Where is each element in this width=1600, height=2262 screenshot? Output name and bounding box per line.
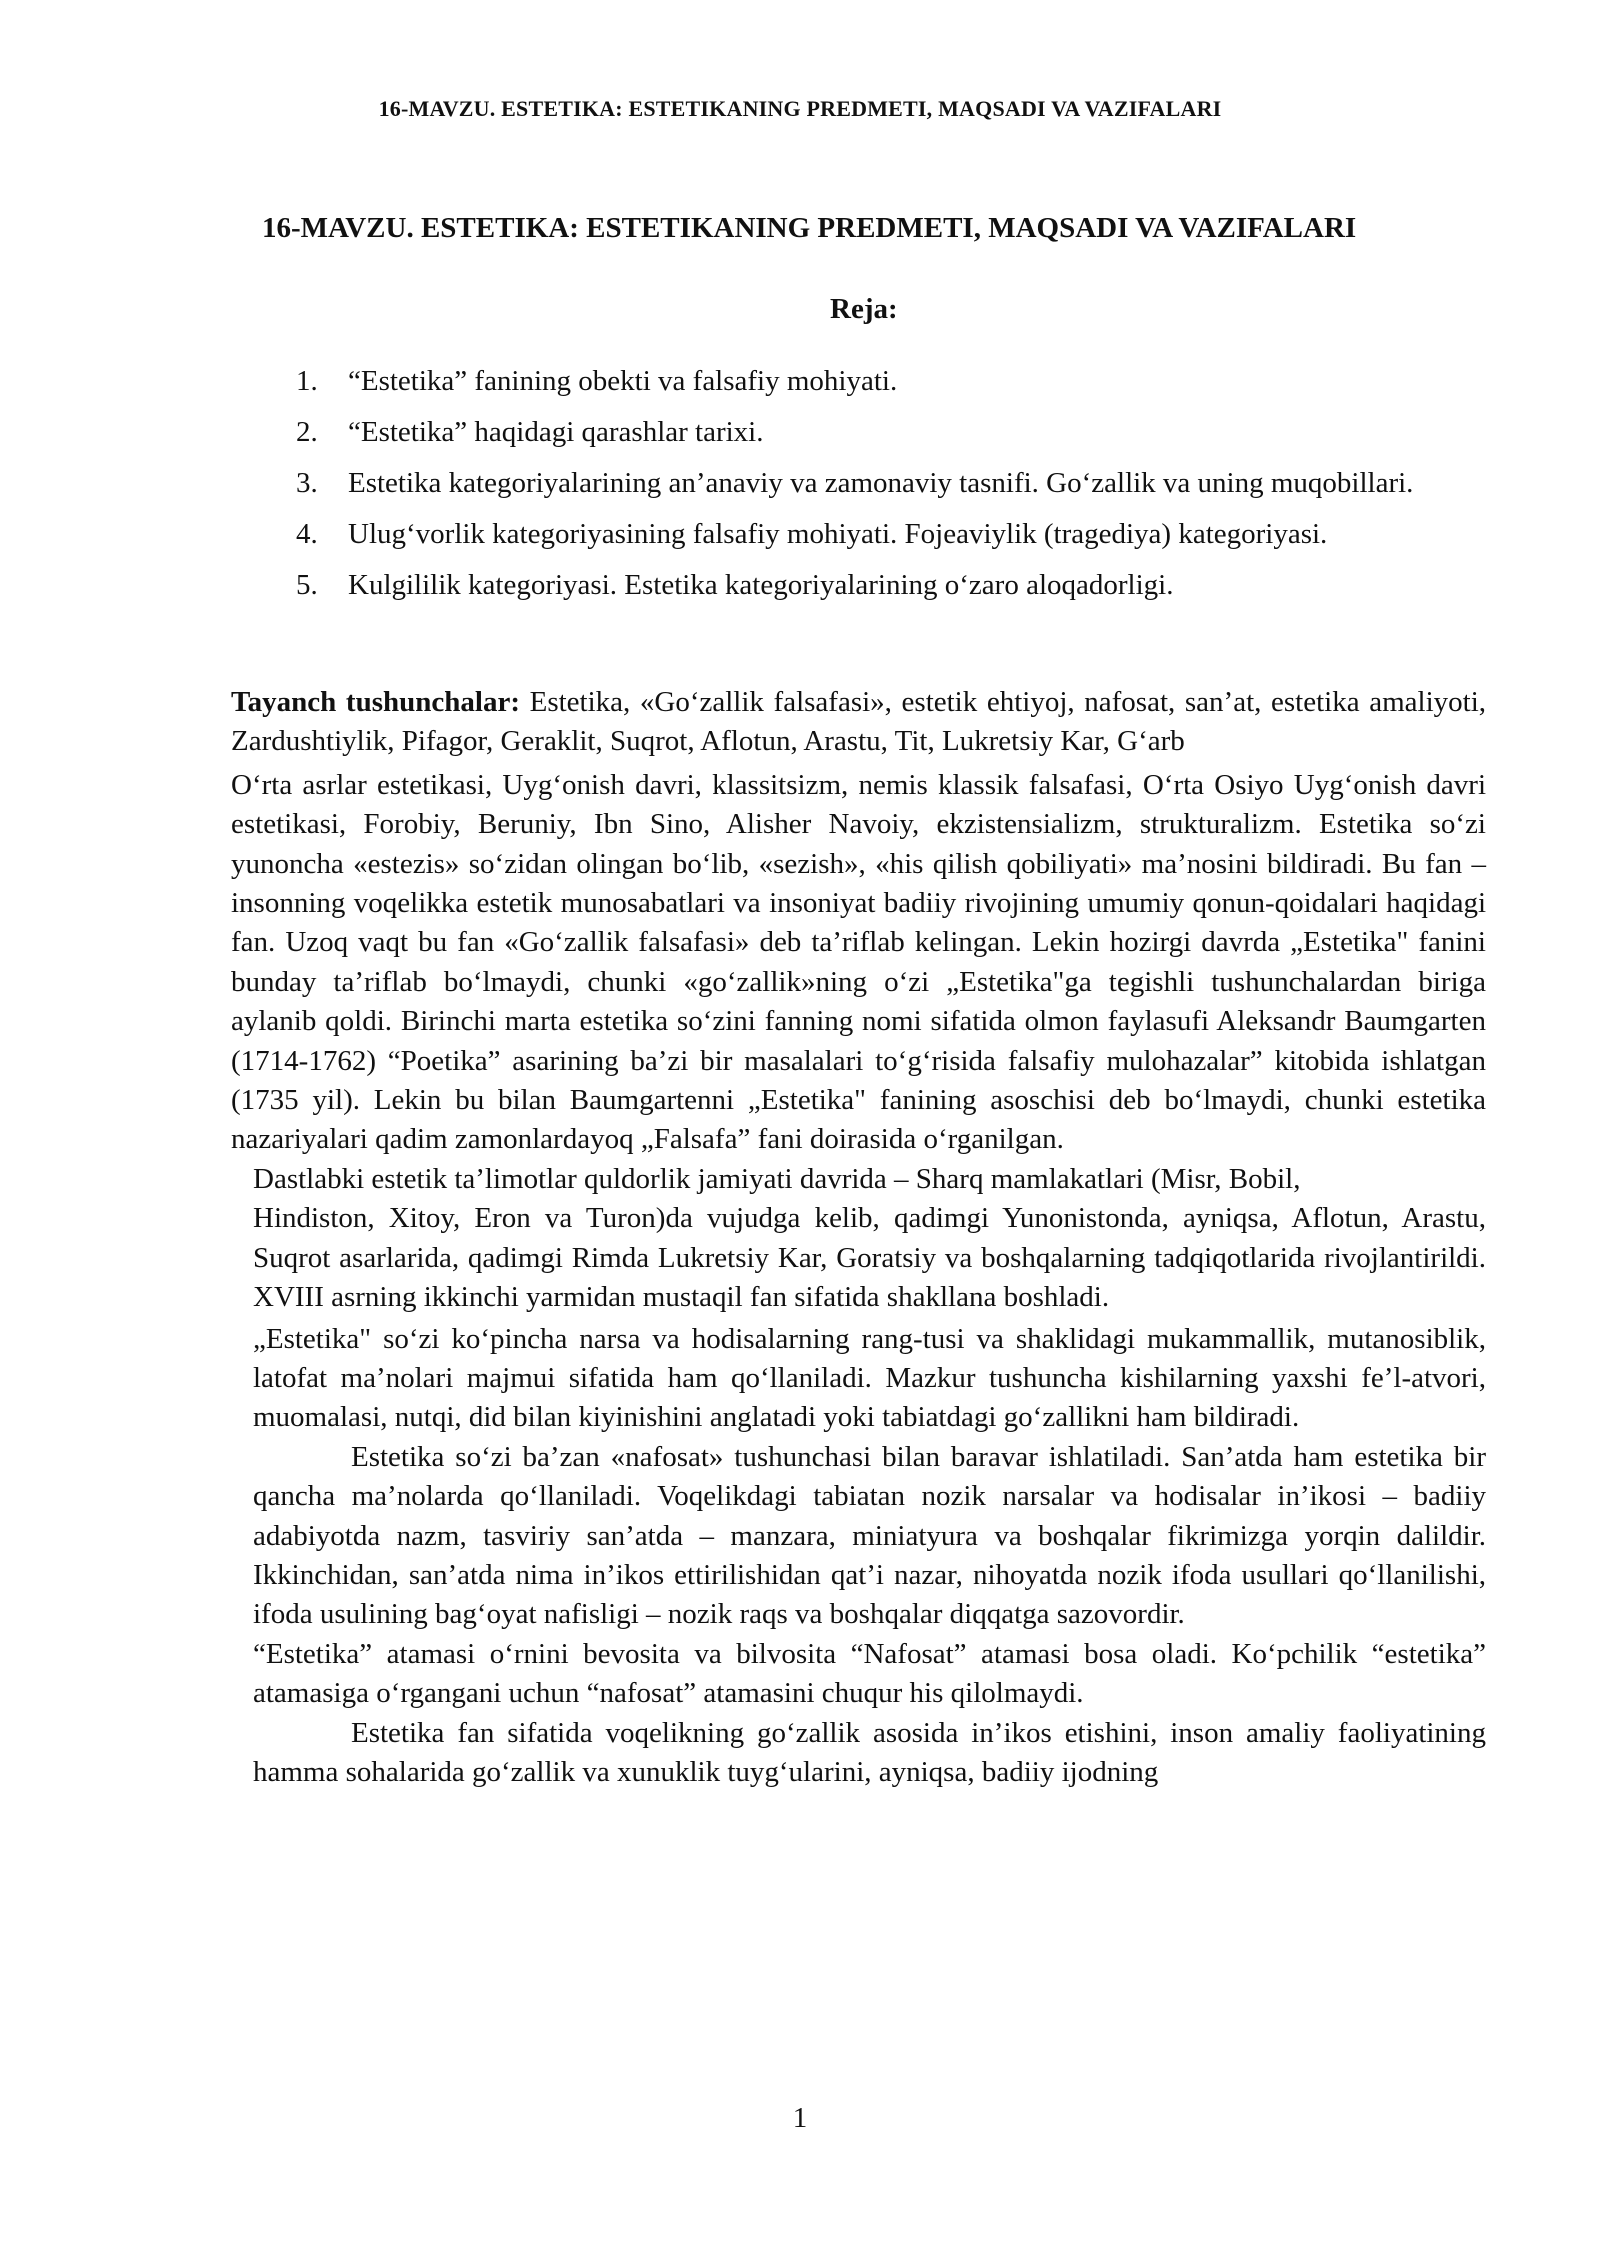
- plan-label: Reja:: [830, 293, 898, 325]
- page-number: 1: [792, 2102, 808, 2134]
- plan-item: [296, 463, 1486, 503]
- plan-item-text: “Estetika” fanining obekti va falsafiy mohiyati.: [348, 365, 898, 397]
- plan-item-text: Kulgililik kategoriyasi. Estetika kategoriyalarining o‘zaro aloqadorligi.: [348, 569, 1174, 601]
- plan-item: [296, 565, 1486, 605]
- plan-item: [296, 514, 1486, 554]
- paragraph-estetika-sozi: „Estetika" so‘zi ko‘pincha narsa va hodisalarning rang-tusi va shaklidagi mukammallik, mutanosiblik, latofat ma’nolari majmui sifatida ham qo‘llaniladi. Mazkur tushuncha kishilarning yaxshi fe’l-atvori, muomalasi, nutqi, did bilan kiyinishini anglatadi yoki tabiatdagi go‘zallikni ham bildiradi.: [253, 1322, 1486, 1434]
- running-header: 16-MAVZU. ESTETIKA: ESTETIKANING PREDMETI, MAQSADI VA VAZIFALARI: [378, 96, 1222, 121]
- plan-item-number: 4.: [296, 518, 318, 550]
- tayanch-line1-text: Estetika, «Go‘zallik falsafasi», estetik ehtiyoj, nafosat, san’at, estetika amaliyoti, Zardushtiylik, Pifagor, Geraklit, Suqrot, Aflotun, Arastu, Tit, Lukretsiy Kar, G‘arb: [231, 686, 1486, 758]
- plan-list: [296, 361, 1486, 616]
- paragraph-fan: Estetika fan sifatida voqelikning go‘zallik asosida in’ikos etishini, inson amaliy faoliyatining hamma sohalarida go‘zallik va xunuklik tuyg‘ularini, ayniqsa, badiiy ijodning: [253, 1716, 1486, 1788]
- plan-item-number: 2.: [296, 416, 318, 448]
- paragraph-tayanch-line1: [231, 683, 1486, 762]
- paragraph-dastlabki-line1: Dastlabki estetik ta’limotlar quldorlik jamiyati davrida – Sharq mamlakatlari (Misr, Bobil,: [253, 1162, 1301, 1195]
- paragraph-tayanch-rest: O‘rta asrlar estetikasi, Uyg‘onish davri, klassitsizm, nemis klassik falsafasi, O‘rta Osiyo Uyg‘onish davri estetikasi, Forobiy, Beruniy, Ibn Sino, Alisher Navoiy, ekzistensializm, strukturalizm. Estetika so‘zi yunoncha «estezis» so‘zidan olingan bo‘lib, «sezish», «his qilish qobiliyati» ma’nosini bildiradi. Bu fan – insonning voqelikka estetik munosabatlari va insoniyat badiiy rivojining umumiy qonun-qoidalari haqidagi fan. Uzoq vaqt bu fan «Go‘zallik falsafasi» deb ta’riflab kelingan. Lekin hozirgi davrda „Estetika" fanini bunday ta’riflab bo‘lmaydi, chunki «go‘zallik»ning o‘zi „Estetika"ga tegishli tushunchalardan biriga aylanib qoldi. Birinchi marta estetika so‘zini fanning nomi sifatida olmon faylasufi Aleksandr Baumgarten (1714-1762) “Poetika” asarining ba’zi bir masalalari to‘g‘risida falsafiy mulohazalar” kitobida ishlatgan (1735 yil). Lekin bu bilan Baumgartenni „Estetika" fanining asoschisi deb bo‘lmaydi, chunki estetika nazariyalari qadim zamonlardayoq „Falsafa” fani doirasida o‘rganilgan.: [231, 768, 1486, 1156]
- plan-item-number: 3.: [296, 467, 318, 499]
- plan-item: [296, 361, 1486, 401]
- paragraph-dastlabki-rest: Hindiston, Xitoy, Eron va Turon)da vujudga kelib, qadimgi Yunonistonda, ayniqsa, Aflotun, Arastu, Suqrot asarlarida, qadimgi Rimda Lukretsiy Kar, Goratsiy va boshqalarning tadqiqotlarida rivojlantirildi. XVIII asrning ikkinchi yarmidan mustaqil fan sifatida shakllana boshladi.: [253, 1202, 1486, 1314]
- plan-item-text: Estetika kategoriyalarining an’anaviy va zamonaviy tasnifi. Go‘zallik va uning muqobillari.: [348, 467, 1414, 499]
- plan-item-number: 1.: [296, 365, 318, 397]
- paragraph-nafosat: Estetika so‘zi ba’zan «nafosat» tushunchasi bilan baravar ishlatiladi. San’atda ham estetika bir qancha ma’nolarda qo‘llaniladi. Voqelikdagi tabiatan nozik narsalar va hodisalar in’ikosi – badiiy adabiyotda nazm, tasviriy san’atda – manzara, miniatyura va boshqalar fikrimizga yorqin dalildir. Ikkinchidan, san’atda nima in’ikos ettirilishidan qat’i nazar, nihoyatda nozik ifoda usullari qo‘llanilishi, ifoda usulining bag‘oyat nafisligi – nozik raqs va boshqalar diqqatga sazovordir.: [253, 1440, 1486, 1631]
- plan-item-text: “Estetika” haqidagi qarashlar tarixi.: [348, 416, 764, 448]
- body-text: [231, 683, 1486, 1792]
- page-title: 16-MAVZU. ESTETIKA: ESTETIKANING PREDMETI, MAQSADI VA VAZIFALARI: [262, 212, 1357, 244]
- tayanch-label: Tayanch tushunchalar:: [231, 686, 520, 718]
- plan-item-number: 5.: [296, 569, 318, 601]
- plan-item-text: Ulug‘vorlik kategoriyasining falsafiy mohiyati. Fojeaviylik (tragediya) kategoriyasi.: [348, 518, 1328, 550]
- paragraph-atamasi: “Estetika” atamasi o‘rnini bevosita va bilvosita “Nafosat” atamasi bosa oladi. Ko‘pchilik “estetika” atamasiga o‘rgangani uchun “nafosat” atamasini chuqur his qilolmaydi.: [253, 1637, 1486, 1710]
- plan-item: [296, 412, 1486, 452]
